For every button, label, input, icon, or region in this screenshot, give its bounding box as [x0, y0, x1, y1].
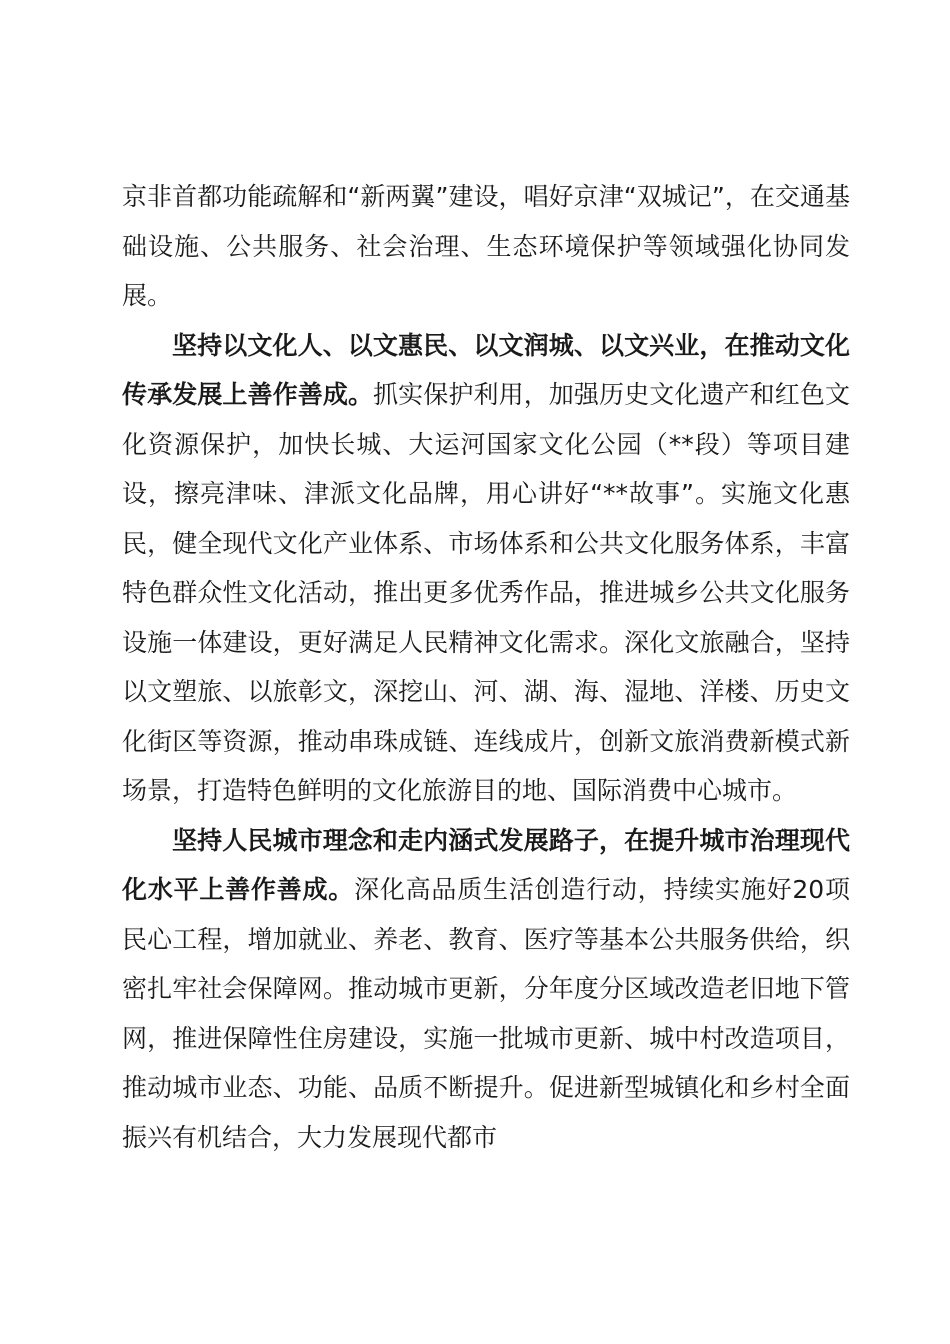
document-body [122, 172, 850, 1162]
paragraph-lead-bold: 坚持人民城市理念和走内涵式发展路子，在提升城市治理现代化水平上善作善成。 [122, 825, 850, 904]
paragraph-text: 京非首都功能疏解和“新两翼”建设，唱好京津“双城记”，在交通基础设施、公共服务、社会治理、生态环境保护等领域强化协同发展。 [122, 182, 850, 310]
paragraph-text: 深化高品质生活创造行动，持续实施好20项民心工程，增加就业、养老、教育、医疗等基本公共服务供给，织密扎牢社会保障网。推动城市更新，分年度分区域改造老旧地下管网，推进保障性住房建设，实施一批城市更新、城中村改造项目，推动城市业态、功能、品质不断提升。促进新型城镇化和乡村全面振兴有机结合，大力发展现代都市 [122, 875, 850, 1152]
paragraph-city-governance [122, 816, 850, 1163]
paragraph-text: 抓实保护利用，加强历史文化遗产和红色文化资源保护，加快长城、大运河国家文化公园（**段）等项目建设，擦亮津味、津派文化品牌，用心讲好“**故事”。实施文化惠民，健全现代文化产业体系、市场体系和公共文化服务体系，丰富特色群众性文化活动，推出更多优秀作品，推进城乡公共文化服务设施一体建设，更好满足人民精神文化需求。深化文旅融合，坚持以文塑旅、以旅彰文，深挖山、河、湖、海、湿地、洋楼、历史文化街区等资源，推动串珠成链、连线成片，创新文旅消费新模式新场景，打造特色鲜明的文化旅游目的地、国际消费中心城市。 [122, 380, 850, 805]
paragraph-culture [122, 321, 850, 816]
paragraph-continuation [122, 172, 850, 321]
paragraph-lead-bold: 坚持以文化人、以文惠民、以文润城、以文兴业，在推动文化传承发展上善作善成。 [122, 330, 850, 409]
